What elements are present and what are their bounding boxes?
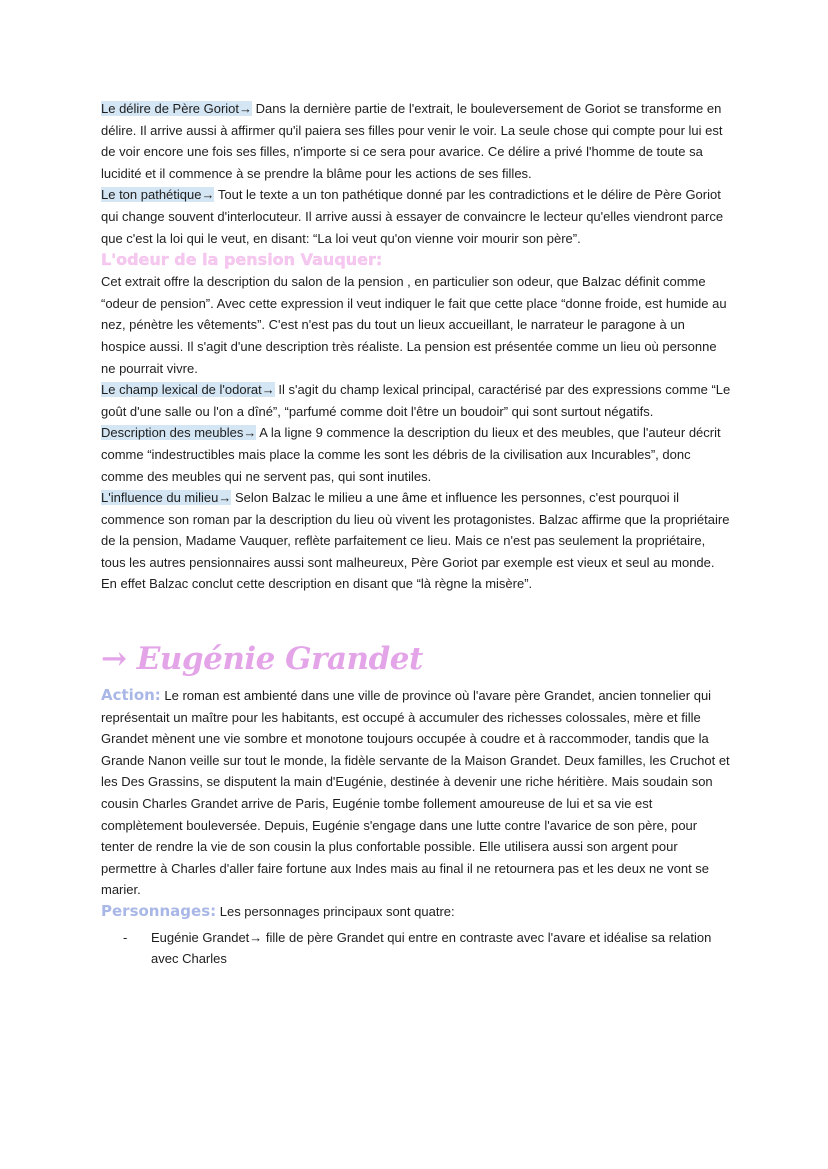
paragraph-ton-pathetique [101, 184, 733, 249]
highlight-label: Le ton pathétique→ [101, 187, 215, 203]
characters-list [101, 927, 733, 970]
paragraph-delire [101, 98, 733, 184]
paragraph-text: Le roman est ambienté dans une ville de province où l'avare père Grandet, ancien tonnelier qui représentait un maître pour les habitants, est occupé à accumuler des richesses colossales, mère et fille Grandet mènent une vie sombre et monotone toujours occupée à coudre et à raccommoder, tandis que la Grande Nanon veille sur tout le monde, la fidèle servante de la Maison Grandet. Deux familles, les Cruchot et les Des Grassins, se disputent la main d'Eugénie, destinée à devenir une riche héritière. Mais soudain son cousin Charles Grandet arrive de Paris, Eugénie tombe follement amoureuse de lui et sa vie est complètement bouleversée. Depuis, Eugénie s'engage dans une lutte contre l'avarice de son père, pour tenter de rendre la vie de son cousin la plus confortable possible. Elle utilisera aussi son argent pour permettre à Charles d'aller faire fortune aux Indes mais au final il ne retournera pas et les deux ne vont se marier. [101, 688, 730, 898]
paragraph-odorat [101, 379, 733, 422]
paragraph-text: Selon Balzac le milieu a une âme et influence les personnes, c'est pourquoi il commence son roman par la description du lieu où vivent les protagonistes. Balzac affirme que la propriétaire de la pension, Madame Vauquer, reflète parfaitement ce lieu. Mais ce n'est pas seulement la propriétaire, tous les autres pensionnaires aussi sont malheureux, Père Goriot par exemple est vieux et seul au monde. En effet Balzac conclut cette description en disant que “là règne la misère”. [101, 490, 730, 592]
paragraph-text: Les personnages principaux sont quatre: [216, 904, 455, 919]
subheading-action: Action: [101, 686, 161, 705]
paragraph-vauquer-intro: Cet extrait offre la description du salon de la pension , en particulier son odeur, que Balzac définit comme “odeur de pension”. Avec cette expression il veut indiquer le fait que cette place “donne froide, est humide au nez, pénètre les vêtements”. C'est n'est pas du tout un lieux accueillant, le narrateur le paragone à un hospice aussi. Il s'agit d'une description très réaliste. La pension est présentée comme un lieu où personne ne pourrait vivre. [101, 274, 727, 376]
list-item-text: Eugénie Grandet→ fille de père Grandet qui entre en contraste avec l'avare et idéalise sa relation avec Charles [151, 929, 712, 967]
list-item [123, 927, 733, 970]
section-spacer [101, 595, 733, 639]
paragraph-text: A la ligne 9 commence la description du lieux et des meubles, que l'auteur décrit comme “indestructibles mais place la comme les sont les débris de la civilisation aux Incurables”, donc comme des meubles qui ne servent pas, qui sont inutiles. [101, 425, 721, 484]
highlight-label: Description des meubles→ [101, 425, 257, 441]
subheading-personnages: Personnages: [101, 902, 217, 920]
list-bullet: - [123, 929, 128, 945]
paragraph-meubles [101, 422, 733, 487]
section-heading-vauquer: L'odeur de la pension Vauquer: [101, 250, 383, 270]
paragraph-action [101, 685, 733, 901]
paragraph-text: Il s'agit du champ lexical principal, caractérisé par des expressions comme “Le goût d'une salle ou l'on a dîné”, “parfumé comme doit l'être un boudoir” qui sont surtout négatifs. [101, 382, 731, 419]
paragraph-text: Tout le texte a un ton pathétique donné par les contradictions et le délire de Père Goriot qui change souvent d'interlocuteur. Il arrive aussi à essayer de convaincre le lecteur qu'elles viendront parce que c'est la loi qui le veut, en disant: “La loi veut qu'on vienne voir mourir son père”. [101, 187, 724, 246]
paragraph-personnages [101, 901, 733, 923]
section-title-eugenie-grandet: → Eugénie Grandet [101, 641, 423, 678]
paragraph-milieu [101, 487, 733, 595]
highlight-label: Le délire de Père Goriot→ [101, 101, 253, 116]
highlight-label: Le champ lexical de l'odorat→ [101, 382, 275, 398]
paragraph-text: Dans la dernière partie de l'extrait, le bouleversement de Goriot se transforme en délire. Il arrive aussi à affirmer qu'il paiera ses filles pour venir le voir. La seule chose qui compte pour lui est de voir encore une fois ses filles, n'importe si ce sera pour avarice. Ce délire a privé l'homme de toute sa lucidité et il commence à se prendre la blâme pour les actions de ses filles. [101, 101, 723, 181]
highlight-label: L'influence du milieu→ [101, 490, 232, 506]
document-content [101, 98, 733, 970]
